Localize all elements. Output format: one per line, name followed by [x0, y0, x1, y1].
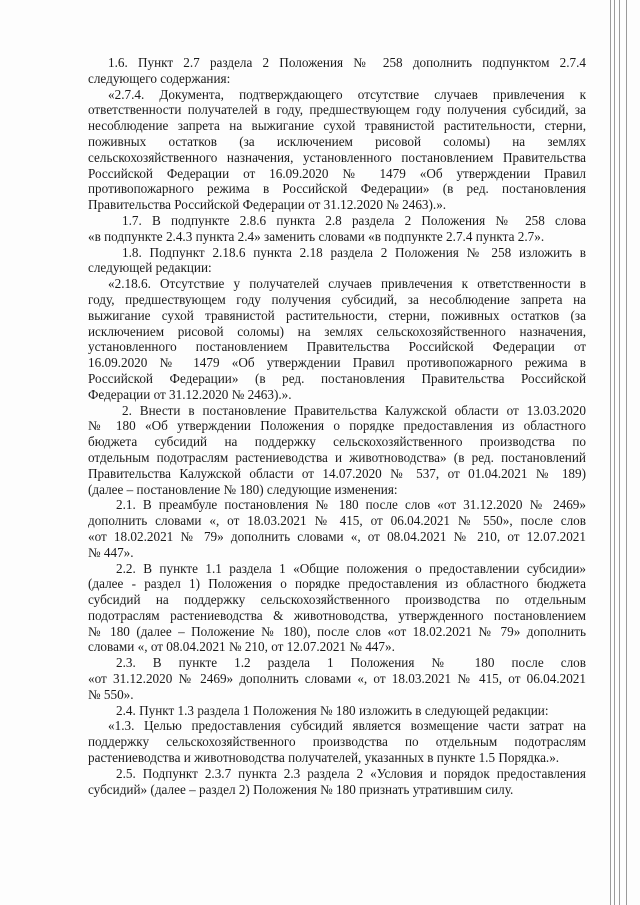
- text-line: «от 18.02.2021 № 79» дополнить словами «, от 08.04.2021 № 210, от 12.07.2021: [88, 528, 586, 544]
- text-line: «2.7.4. Документа, подтверждающего отсутствие случаев привлечения к: [108, 86, 586, 102]
- paragraph: [88, 655, 586, 702]
- text-line: следующей редакции:: [88, 260, 212, 276]
- text-line: 2.4. Пункт 1.3 раздела 1 Положения № 180 изложить в следующей редакции:: [116, 702, 549, 718]
- text-line: несоблюдение запрета на выжигание сухой травянистой растительности, стерни,: [88, 118, 586, 134]
- paragraph: [88, 87, 586, 213]
- text-line: № 180 (далее – Положение № 180), после слов «от 18.02.2021 № 79» дополнить: [88, 623, 586, 639]
- text-line: Правительства Калужской области от 14.07.2020 № 537, от 01.04.2021 № 189): [88, 465, 586, 481]
- paragraph: [88, 703, 586, 719]
- text-line: 2.1. В преамбуле постановления № 180 после слов «от 31.12.2020 № 2469»: [116, 497, 586, 513]
- document-body: [88, 55, 586, 797]
- text-line: субсидий» (далее – раздел 2) Положения № 180 признать утратившим силу.: [88, 781, 514, 797]
- text-line: поживных остатков (за исключением рисовой соломы) на землях: [88, 133, 586, 149]
- text-line: (далее – постановление № 180) следующие изменения:: [88, 481, 398, 497]
- text-line: установленного постановлением Правительства Российской Федерации от: [88, 339, 586, 355]
- text-line: 1.6. Пункт 2.7 раздела 2 Положения № 258 дополнить подпунктом 2.7.4: [108, 55, 586, 70]
- text-line: (далее - раздел 1) Положения о порядке предоставления из областного бюджета: [88, 576, 586, 592]
- text-line: Российской Федерации» (в ред. постановления Правительства Российской: [88, 370, 586, 386]
- text-line: 1.7. В подпункте 2.8.6 пункта 2.8 раздела 2 Положения № 258 слова: [122, 212, 586, 228]
- scan-edge-artifact: [588, 0, 640, 905]
- paragraph: [88, 718, 586, 765]
- text-line: году, предшествующем году получения субсидий, за несоблюдение запрета на: [88, 291, 586, 307]
- text-line: «от 31.12.2020 № 2469» дополнить словами «, от 18.03.2021 № 415, от 06.04.2021: [88, 671, 586, 687]
- text-line: следующего содержания:: [88, 70, 231, 86]
- text-line: сельскохозяйственного назначения, установленного постановлением Правительства: [88, 149, 586, 165]
- text-line: субсидий на поддержку сельскохозяйственного производства по отдельным: [88, 592, 586, 608]
- text-line: поддержку сельскохозяйственного производства по отдельным подотраслям: [88, 734, 586, 750]
- text-line: № 447».: [88, 544, 134, 560]
- text-line: 2.5. Подпункт 2.3.7 пункта 2.3 раздела 2 «Условия и порядок предоставления: [116, 765, 586, 781]
- text-line: 1.8. Подпункт 2.18.6 пункта 2.18 раздела 2 Положения № 258 изложить в: [122, 244, 586, 260]
- paragraph: [88, 245, 586, 277]
- text-line: словами «, от 08.04.2021 № 210, от 12.07.2021 № 447».: [88, 639, 395, 655]
- text-line: 16.09.2020 № 1479 «Об утверждении Правил противопожарного режима в: [88, 355, 586, 371]
- paragraph: [88, 213, 586, 245]
- text-line: Федерации от 31.12.2020 № 2463).».: [88, 386, 292, 402]
- text-line: «2.18.6. Отсутствие у получателей случаев привлечения к ответственности в: [108, 276, 586, 292]
- paragraph: [88, 276, 586, 402]
- text-line: № 180 «Об утверждении Положения о порядке предоставления из областного: [88, 418, 586, 434]
- text-line: «1.3. Целью предоставления субсидий является возмещение части затрат на: [108, 718, 586, 734]
- text-line: № 550».: [88, 686, 134, 702]
- text-line: исключением рисовой соломы) на землях сельскохозяйственного назначения,: [88, 323, 586, 339]
- text-line: растениеводства и животноводства получателей, указанных в пункте 1.5 Порядка.».: [88, 750, 560, 766]
- text-line: 2.3. В пункте 1.2 раздела 1 Положения № 180 после слов: [116, 655, 586, 671]
- paragraph: [88, 561, 586, 656]
- text-line: Правительства Российской Федерации от 31.12.2020 № 2463).».: [88, 197, 447, 213]
- text-line: противопожарного режима в Российской Федерации» (в ред. постановления: [88, 181, 586, 197]
- text-line: дополнить словами «, от 18.03.2021 № 415, от 06.04.2021 № 550», после слов: [88, 513, 586, 529]
- text-line: подотраслям растениеводства & животноводства, утвержденного постановлением: [88, 607, 586, 623]
- text-line: бюджета субсидий на поддержку сельскохозяйственного производства по: [88, 434, 586, 450]
- paragraph: [88, 55, 586, 87]
- text-line: 2.2. В пункте 1.1 раздела 1 «Общие положения о предоставлении субсидии»: [116, 560, 586, 576]
- text-line: Российской Федерации от 16.09.2020 № 1479 «Об утверждении Правил: [88, 165, 586, 181]
- paragraph: [88, 766, 586, 798]
- text-line: выжигание сухой травянистой растительности, стерни, поживных остатков (за: [88, 307, 586, 323]
- text-line: 2. Внести в постановление Правительства Калужской области от 13.03.2020: [122, 402, 586, 418]
- text-line: «в подпункте 2.4.3 пункта 2.4» заменить словами «в подпункте 2.7.4 пункта 2.7».: [88, 228, 545, 244]
- paragraph: [88, 497, 586, 560]
- paragraph: [88, 403, 586, 498]
- text-line: ответственности получателей в году, предшествующем году получения субсидий, за: [88, 102, 586, 118]
- text-line: отдельным подотраслям растениеводства и животноводства» (в ред. постановлений: [88, 449, 586, 465]
